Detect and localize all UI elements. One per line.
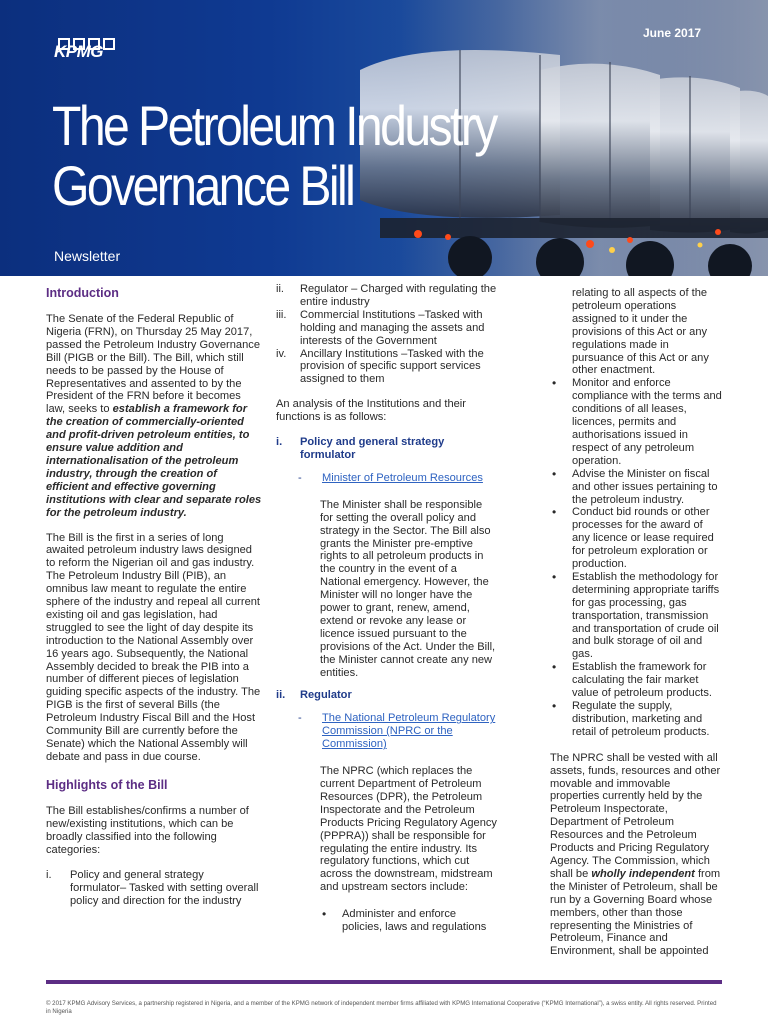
list-item: • Conduct bid rounds or other processes for the award of any licence or lease required for petroleum exploration or production. — [550, 506, 722, 571]
title-line-2: Governance Bill — [52, 154, 354, 217]
list-item: • Administer and enforce policies, laws and regulations — [320, 908, 498, 934]
category-text: Policy and general strategy formulator– Tasked with setting overall policy and direction for the industry — [70, 869, 259, 908]
category-number: i. — [46, 869, 52, 882]
list-item: • Establish the framework for calculating the fair market value of petroleum products. — [550, 661, 722, 700]
continued-text: relating to all aspects of the petroleum operations assigned to it under the provisions of this Act or any regulations made in pursuance of this Act or any other enactment. — [572, 287, 709, 377]
header-banner — [0, 0, 768, 276]
subsection-number: ii. — [276, 689, 286, 702]
subsection-title: Regulator — [300, 689, 352, 702]
list-item: • Regulate the supply, distribution, marketing and retail of petroleum products. — [550, 700, 722, 739]
column-1 — [46, 283, 262, 908]
nprc-vesting-paragraph — [550, 752, 722, 959]
category-number: ii. — [276, 283, 285, 295]
category-item-4 — [276, 348, 498, 387]
intro-emphasis: establish a framework for the creation of commercially-oriented and profit-driven petroleum entities, to ensure value addition and internationalisation of the petroleum industry, through the creation of efficient and effective governing institutions with clear and separate roles for the petroleum industry. — [46, 403, 262, 519]
dash-marker: - — [298, 712, 302, 725]
page-title — [52, 96, 496, 216]
category-text: Commercial Institutions –Tasked with holding and managing the assets and interests of the Government — [300, 308, 485, 347]
list-item: • Monitor and enforce compliance with the terms and conditions of all leases, licences, permits and authorisations issued in respect of any petroleum operation. — [550, 377, 722, 467]
nprc-link-row — [298, 712, 498, 751]
category-number: iii. — [276, 308, 287, 321]
subsection-number: i. — [276, 436, 283, 449]
intro-paragraph-1 — [46, 313, 262, 520]
section-heading-highlights: Highlights of the Bill — [46, 777, 168, 792]
column-3 — [550, 287, 722, 970]
column-2 — [276, 283, 498, 934]
subsection-title: Policy and general strategy formulator — [300, 436, 445, 461]
minister-link-row — [298, 472, 498, 485]
intro-paragraph-2: The Bill is the first in a series of long awaited petroleum industry laws designed to reform the Nigerian oil and gas industry. The Petroleum Industry Bill (PIB), an omnibus law meant to regulate the entire sphere of the industry and repeal all current existing oil and gas legislation, had struggled to see the light of day despite its introduction to the National Assembly over 16 years ago. Subsequently, the National Assembly decided to break the PIB into a number of different pieces of legislation guiding specific aspects of the industry. The PIGB is the first of several Bills (the Petroleum Industry Fiscal Bill and the Host Community Bill are currently before the Senate) which the National Assembly will debate and pass in due course. — [46, 531, 261, 763]
kpmg-wordmark: KPMG — [54, 42, 103, 61]
subsection-heading-regulator — [276, 689, 498, 702]
category-text: Regulator – Charged with regulating the entire industry — [300, 283, 497, 308]
copyright-notice: © 2017 KPMG Advisory Services, a partnership registered in Nigeria, and a member of the KPMG network of independent member firms affiliated with KPMG International Cooperative (“KPMG International”), a swiss entity. All rights reserved. Printed in Nigeria — [46, 1000, 717, 1015]
title-line-1: The Petroleum Industry — [52, 94, 496, 157]
nprc-emphasis: wholly independent — [591, 867, 695, 880]
regulatory-functions-list — [320, 908, 498, 934]
category-item-2 — [276, 283, 498, 309]
highlights-paragraph: The Bill establishes/confirms a number of new/existing institutions, which can be broadly classified into the following categories: — [46, 804, 249, 856]
nprc-text-b: from the Minister of Petroleum, shall be run by a Governing Board whose members, other than those representing the Ministries of Petroleum, Finance and Environment, shall be appointed — [550, 867, 721, 958]
section-heading-introduction: Introduction — [46, 286, 119, 300]
minister-paragraph: The Minister shall be responsible for setting the overall policy and strategy in the Sector. The Bill also grants the Minister pre-emptive rights to all petroleum products in the country in the event of a National emergency. However, the Minister will no longer have the power to grant, renew, amend, extend or revoke any lease or licence issued pursuant to the provisions of the Act. Under the Bill, the Minister cannot create any new entities. — [320, 498, 496, 679]
dash-marker: - — [298, 471, 302, 484]
page-subtitle: Newsletter — [54, 248, 121, 264]
nprc-link[interactable]: The National Petroleum Regulatory Commission (NPRC or the Commission) — [322, 712, 496, 751]
functions-list — [550, 377, 722, 738]
subsection-heading-policy — [276, 436, 498, 462]
issue-date: June 2017 — [643, 26, 702, 40]
footer-divider — [46, 980, 722, 984]
category-text: Ancillary Institutions –Tasked with the provision of specific support services assigned to them — [300, 347, 484, 386]
analysis-paragraph: An analysis of the Institutions and their functions is as follows: — [276, 398, 466, 424]
category-number: iv. — [276, 347, 287, 360]
category-item-3 — [276, 309, 498, 348]
list-item: • Establish the methodology for determining appropriate tariffs for gas processing, gas transportation, transmission and transportation of crude oil and bulk storage of oil and gas. — [550, 571, 722, 661]
nprc-text-a: The NPRC shall be vested with all assets, funds, resources and other movable and immovable properties currently held by the Petroleum Inspectorate, Department of Petroleum Resources and the Petroleum Products and Pricing Regulatory Agency. The Commission, which shall be — [550, 751, 721, 880]
nprc-paragraph: The NPRC (which replaces the current Department of Petroleum Resources (DPR), the Petroleum Inspectorate and the Petroleum Products Pricing Regulatory Agency (PPPRA)) shall be responsible for regulating the entire industry. Its regulatory functions, which cut across the downstream, midstream and upstream sectors include: — [320, 765, 497, 894]
list-item: • Advise the Minister on fiscal and other issues pertaining to the petroleum industry. — [550, 468, 722, 507]
minister-of-petroleum-link[interactable]: Minister of Petroleum Resources — [322, 471, 483, 484]
intro-text: The Senate of the Federal Republic of Nigeria (FRN), on Thursday 25 May 2017, passed the Petroleum Industry Governance Bill (PIGB or the Bill). The Bill, which still needs to be passed by the House of Representatives and assented to by the President of the FRN before it becomes law, seeks to — [46, 313, 260, 416]
category-item-1 — [46, 869, 262, 908]
